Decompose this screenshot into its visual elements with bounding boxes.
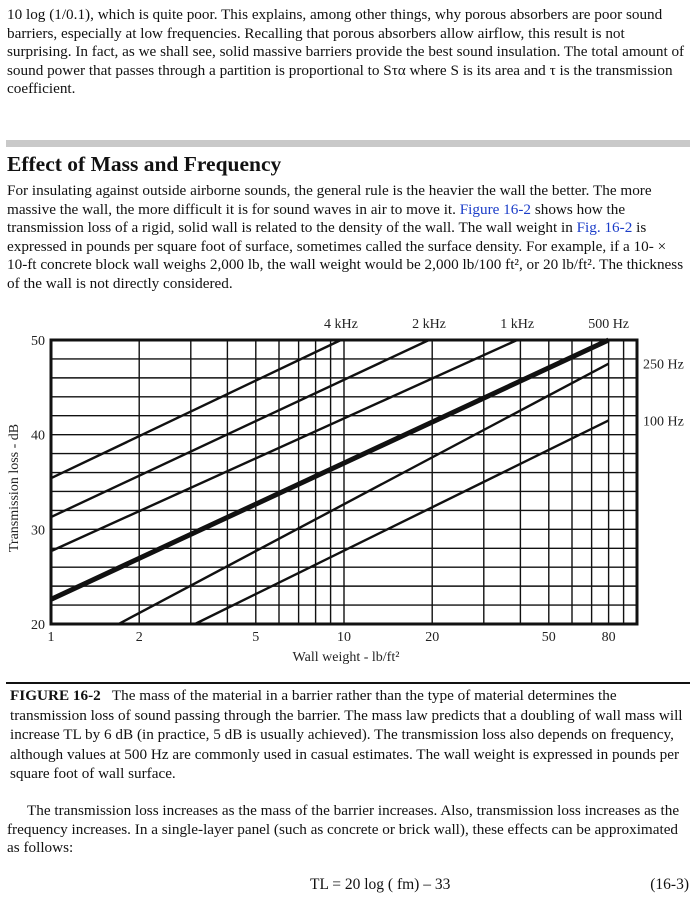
figure-caption (10, 686, 686, 784)
x-tick-label: 10 (337, 630, 351, 645)
mass-law-chart (0, 312, 695, 674)
y-tick-label: 50 (31, 334, 45, 349)
series-label-100-hz: 100 Hz (643, 414, 684, 430)
intro-paragraph: 10 log (1/0.1), which is quite poor. This explains, among other things, why porous absorbers are poor sound barriers, especially at low frequencies. Recalling that porous absorbers allow airflow, this result is not surprising. In fact, as we shall see, solid massive barriers provide the best sound insulation. The total amount of sound power that passes through a partition is proportional to Sτα where S is its area and τ is the transmission coefficient. (7, 6, 685, 98)
fig-link[interactable]: Fig. 16-2 (576, 219, 633, 237)
section-text-b: shows how the transmission loss of a rigid, solid wall is related to the density of the wall. The wall weight in (7, 200, 626, 237)
series-label-4-khz: 4 kHz (323, 317, 358, 332)
series-line-100-hz (195, 420, 609, 624)
section-divider (6, 140, 690, 147)
series-label-500-hz: 500 Hz (588, 317, 630, 332)
equation-number: (16-3) (650, 876, 689, 893)
figure-link[interactable]: Figure 16-2 (459, 200, 532, 218)
series-label-2-khz: 2 kHz (412, 317, 446, 332)
section-paragraph (7, 182, 689, 294)
series-line-4-khz (51, 340, 341, 478)
series-label-250-hz: 250 Hz (643, 357, 684, 373)
x-tick-label: 50 (541, 630, 556, 645)
equation-formula: TL = 20 log ( fm) – 33 (310, 876, 451, 893)
closing-paragraph: The transmission loss increases as the mass of the barrier increases. Also, transmission loss increases as the frequency increases. In a single-layer panel (such as concrete or brick wall), these effects can be approximated as follows: (7, 802, 680, 857)
chart-svg (0, 312, 695, 674)
series-label-1-khz: 1 kHz (500, 317, 535, 332)
x-tick-label: 5 (252, 630, 260, 645)
section-text-c: is expressed in pounds per square foot of surface, sometimes called the surface density. For example, if a 10- × 10-ft concrete block wall weighs 2,000 lb, the wall weight would be 2,000 lb/100 ft², or 20 lb/ft². The thickness of the wall is not directly considered. (7, 219, 684, 292)
equation (0, 874, 695, 896)
section-heading: Effect of Mass and Frequency (7, 152, 282, 176)
caption-text: The mass of the material in a barrier rather than the type of material determines the transmission loss of sound passing through the barrier. The mass law predicts that a doubling of wall mass will increase TL by 6 dB (in practice, 5 dB is usually achieved). The transmission loss also depends on frequency, although values at 500 Hz are commonly used in casual estimates. The wall weight is expressed in pounds per square foot of wall surface. (10, 687, 683, 783)
caption-label: FIGURE 16-2 (10, 687, 101, 704)
x-tick-label: 1 (47, 630, 55, 645)
section-text-a: For insulating against outside airborne sounds, the general rule is the heavier the wall the better. The more massive the wall, the more difficult it is for sound waves in air to move it. (7, 182, 652, 218)
x-tick-label: 2 (135, 630, 143, 645)
caption-rule (6, 682, 690, 684)
x-tick-label: 80 (601, 630, 616, 645)
y-tick-label: 30 (31, 523, 45, 539)
series-line-500-hz (51, 340, 609, 599)
x-tick-label: 20 (425, 630, 440, 645)
y-axis-label: Transmission loss - dB (7, 423, 22, 553)
x-axis-label: Wall weight - lb/ft² (292, 650, 400, 665)
y-tick-label: 20 (31, 618, 45, 633)
series-line-250-hz (119, 364, 609, 624)
y-tick-label: 40 (31, 428, 45, 444)
